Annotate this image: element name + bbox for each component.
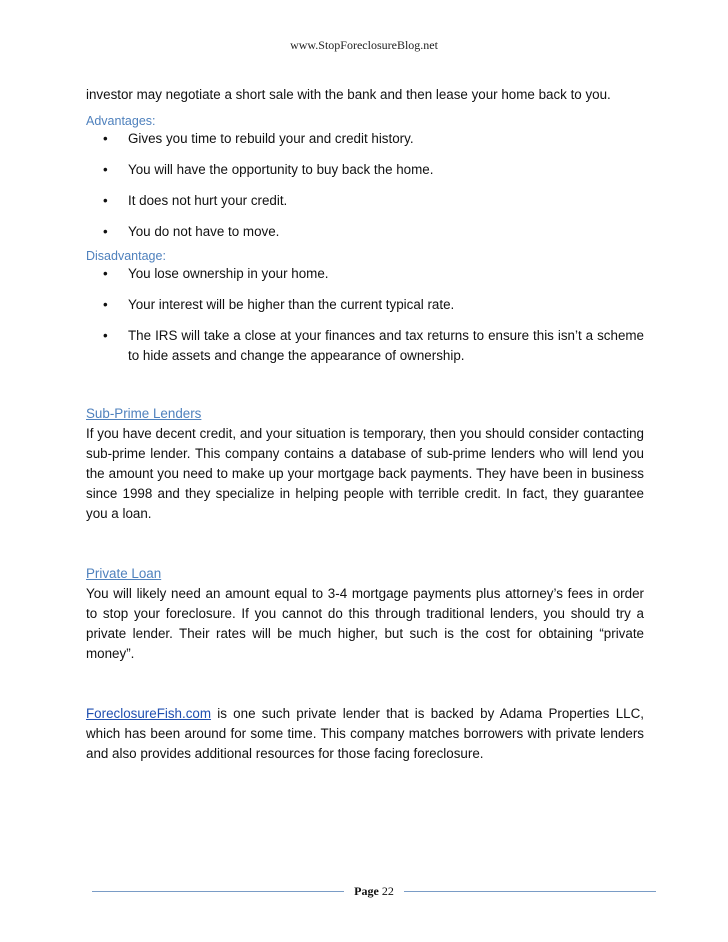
private-loan-paragraph: You will likely need an amount equal to 3-4 mortgage payments plus attorney’s fees in order to stop your foreclosure. If you cannot do this through traditional lenders, you should try a private lender. Their rates will be much higher, but such is the cost for obtaining “private money”. bbox=[86, 586, 644, 661]
disadvantages-label: Disadvantage: bbox=[86, 249, 166, 263]
private-loan-heading: Private Loan bbox=[86, 566, 162, 581]
disadvantages-list bbox=[86, 264, 644, 366]
bullet-icon: • bbox=[103, 131, 108, 146]
list-item: • Your interest will be higher than the current typical rate. bbox=[86, 295, 644, 315]
bullet-icon: • bbox=[103, 328, 108, 343]
bullet-icon: • bbox=[103, 224, 108, 239]
bullet-icon: • bbox=[103, 266, 108, 281]
list-item: • You lose ownership in your home. bbox=[86, 264, 644, 284]
bullet-icon: • bbox=[103, 162, 108, 177]
page-number: 22 bbox=[381, 884, 394, 898]
foreclosurefish-paragraph bbox=[86, 704, 644, 764]
page-content bbox=[86, 85, 644, 764]
intro-paragraph: investor may negotiate a short sale with the bank and then lease your home back to you. bbox=[86, 87, 611, 102]
footer-divider-left bbox=[92, 891, 344, 892]
subprime-heading: Sub-Prime Lenders bbox=[86, 406, 202, 421]
bullet-icon: • bbox=[103, 297, 108, 312]
advantages-list bbox=[86, 129, 644, 242]
bullet-icon: • bbox=[103, 193, 108, 208]
footer-divider-right bbox=[404, 891, 656, 892]
advantages-label: Advantages: bbox=[86, 114, 156, 128]
list-item: • Gives you time to rebuild your and credit history. bbox=[86, 129, 644, 149]
list-item: • You do not have to move. bbox=[86, 222, 644, 242]
subprime-paragraph: If you have decent credit, and your situation is temporary, then you should consider contacting sub-prime lender. This company contains a database of sub-prime lenders who will lend you the amount you need to make up your mortgage back payments. They have been in business since 1998 and they specialize in helping people with terrible credit. In fact, they guarantee you a loan. bbox=[86, 426, 644, 521]
foreclosurefish-text: is one such private lender that is backed by Adama Properties LLC, which has been around for some time. This company matches borrowers with private lenders and also provides additional resources for those facing foreclosure. bbox=[86, 706, 644, 761]
list-item: • It does not hurt your credit. bbox=[86, 191, 644, 211]
page-label: Page bbox=[354, 884, 379, 898]
page-header: www.StopForeclosureBlog.net bbox=[290, 38, 438, 52]
foreclosurefish-link[interactable]: ForeclosureFish.com bbox=[86, 706, 212, 721]
page-footer bbox=[344, 884, 404, 899]
list-item: • You will have the opportunity to buy back the home. bbox=[86, 160, 644, 180]
list-item: • The IRS will take a close at your finances and tax returns to ensure this isn’t a scheme to hide assets and change the appearance of ownership. bbox=[103, 328, 644, 363]
